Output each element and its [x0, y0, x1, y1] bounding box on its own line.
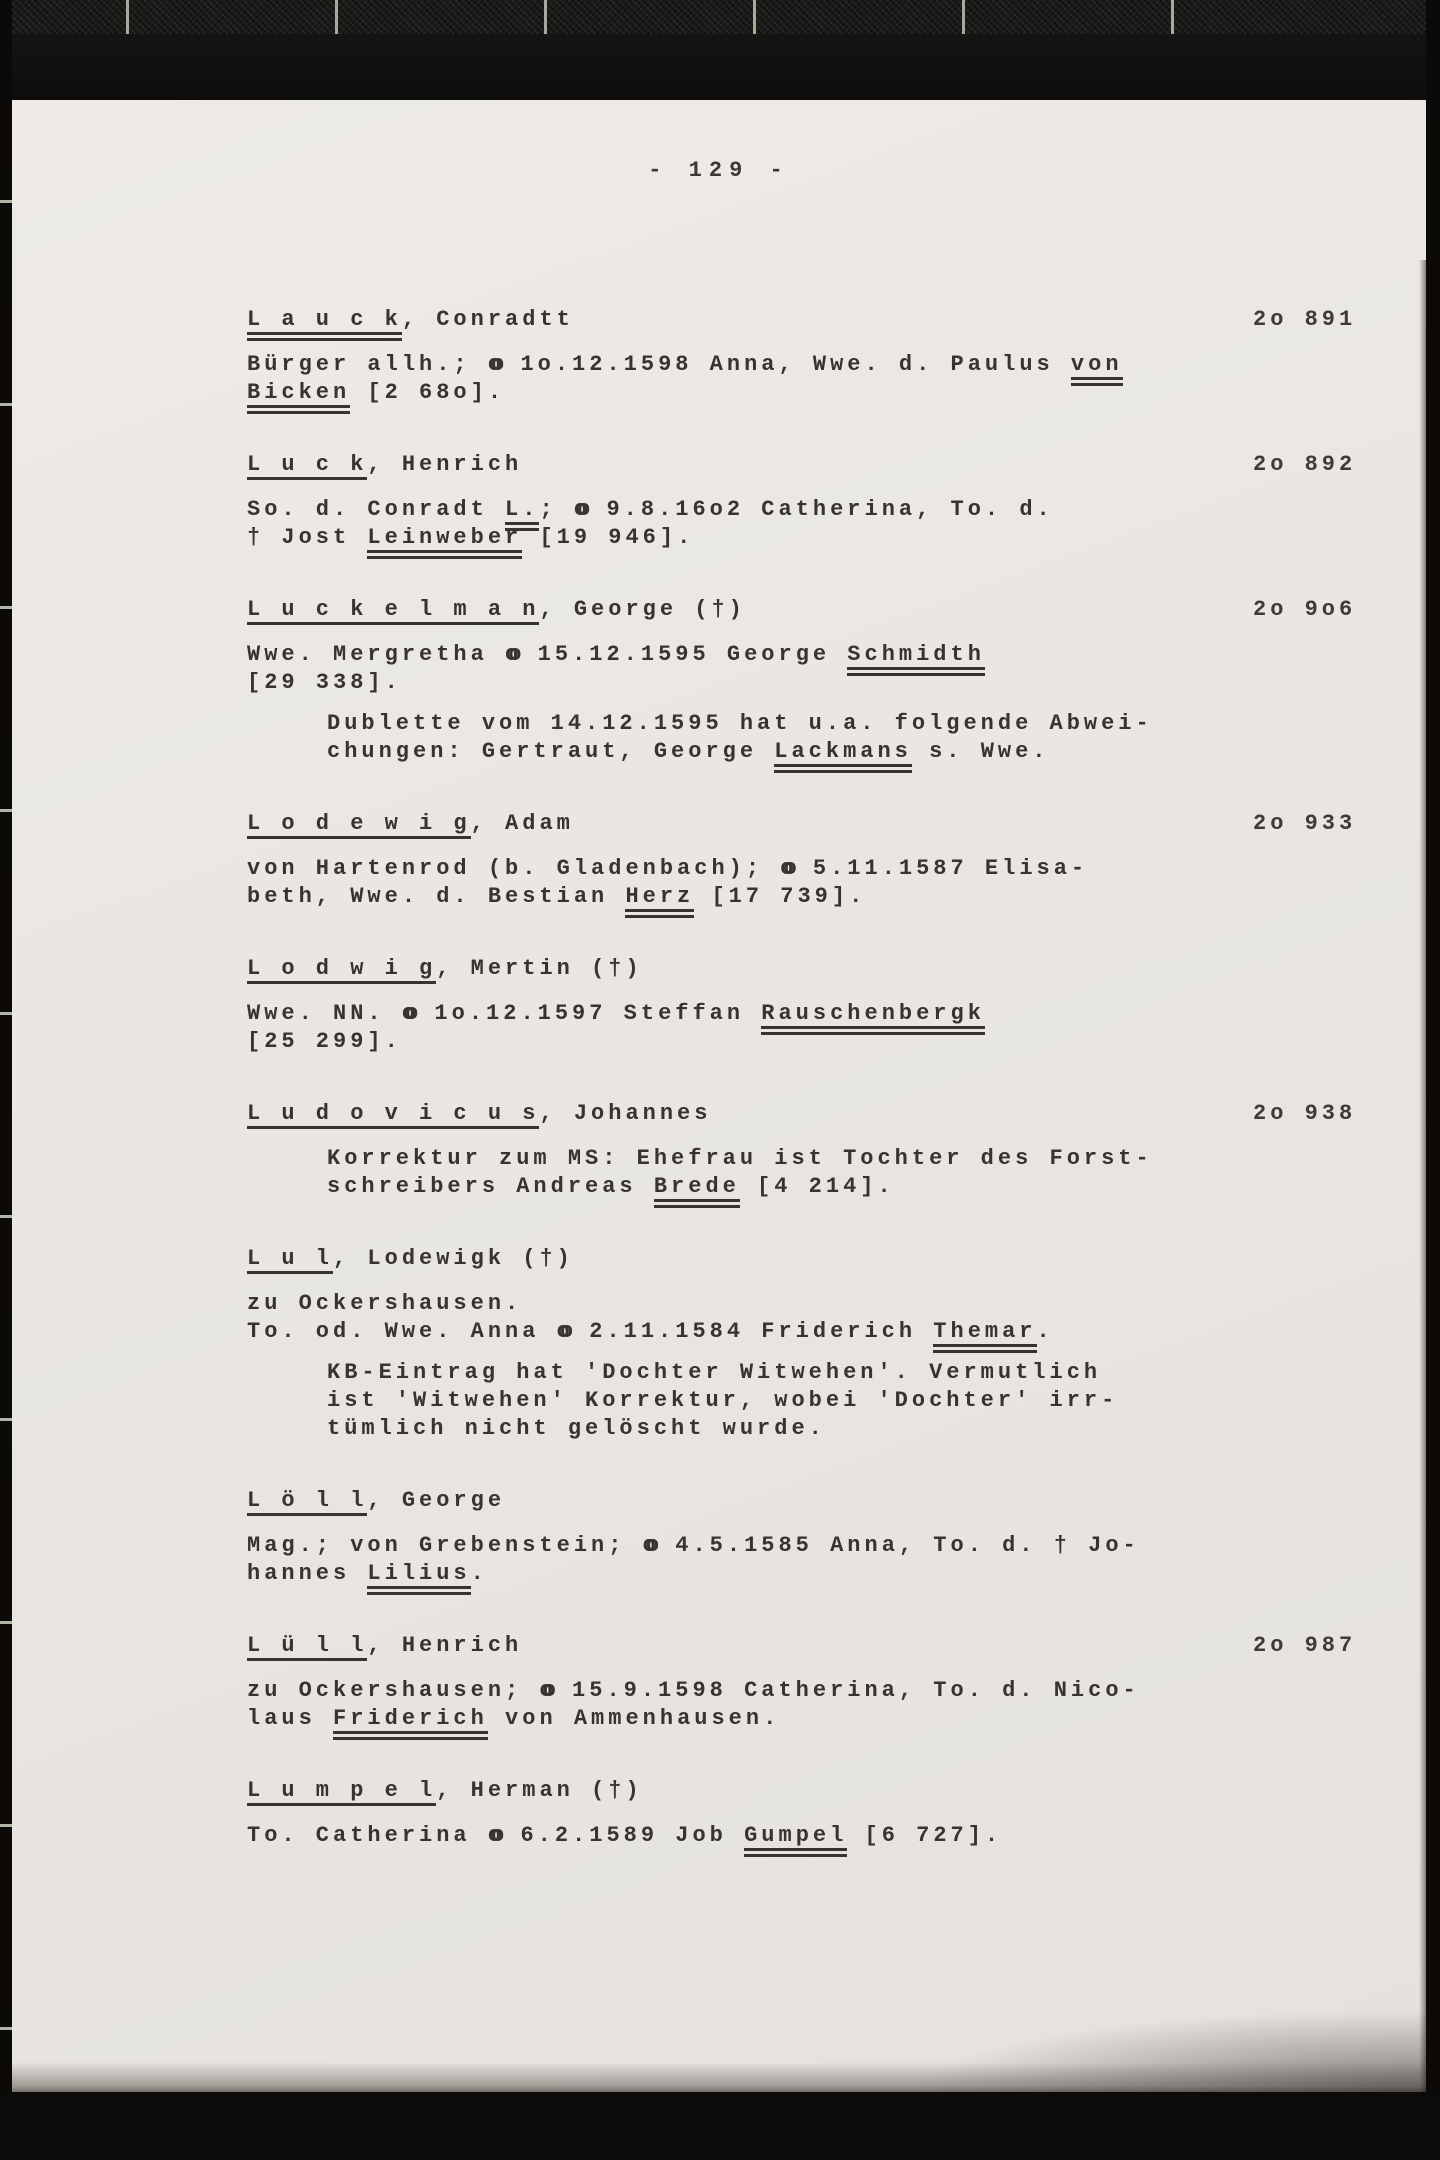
entry-heading — [247, 592, 1377, 628]
text-segment: von Hartenrod (b. Gladenbach); — [247, 856, 781, 881]
text-segment: [2 68o]. — [350, 380, 506, 405]
marriage-symbol: oo — [573, 497, 581, 522]
entry-given-names: , Henrich — [367, 452, 523, 477]
marriage-symbol: oo — [780, 856, 787, 881]
entry-heading — [247, 1773, 1377, 1809]
entry-surname: L o d e w i g — [247, 811, 471, 839]
text-segment: Korrektur zum MS: Ehefrau ist Tochter des Forst- — [327, 1146, 1153, 1171]
text-segment: schreibers Andreas — [327, 1174, 654, 1199]
underlined-name: Leinweber — [367, 525, 522, 559]
entry-given-names: , Conradtt — [401, 307, 574, 332]
entry-surname: L a u c k — [247, 307, 402, 341]
text-segment: So. d. Conradt — [247, 497, 506, 522]
register-entry — [247, 302, 1377, 407]
text-segment: Mag.; von Grebenstein; — [247, 1533, 643, 1558]
text-segment: Dublette vom 14.12.1595 hat u.a. folgende Abwei- — [327, 711, 1153, 736]
entry-reference-number: 2o 891 — [1253, 307, 1357, 332]
register-entry — [247, 806, 1377, 911]
entry-body-line — [247, 524, 1377, 552]
register-entry — [247, 1483, 1377, 1588]
entry-note-line — [327, 1145, 1377, 1173]
marriage-symbol: oo — [556, 1319, 564, 1344]
text-segment: ist 'Witwehen' Korrektur, wobei 'Dochter' irr- — [327, 1388, 1119, 1413]
text-segment: [19 946]. — [522, 525, 695, 550]
marriage-symbol: oo — [642, 1533, 650, 1558]
text-segment: KB-Eintrag hat 'Dochter Witwehen'. Vermutlich — [327, 1360, 1102, 1385]
underlined-name: Rauschenbergk — [761, 1001, 985, 1035]
text-segment: hannes — [247, 1561, 368, 1586]
text-segment: von Ammenhausen. — [487, 1706, 781, 1731]
film-edge-strip — [0, 0, 1440, 34]
page-number: - 129 - — [648, 158, 790, 183]
entry-body-line — [247, 1000, 1377, 1028]
register-entry — [247, 1773, 1377, 1850]
document-page — [12, 100, 1426, 2092]
page-bottom-shadow — [12, 2062, 1426, 2092]
text-segment: 5.11.1587 Elisa- — [795, 856, 1089, 881]
right-frame-edge — [1426, 0, 1440, 2160]
entry-body-line — [247, 641, 1377, 669]
entry-note-line — [327, 1173, 1377, 1201]
entry-given-names: , Adam — [470, 811, 574, 836]
entry-body-line — [247, 1318, 1377, 1346]
text-segment: ; — [539, 497, 574, 522]
entry-note-line — [327, 1415, 1377, 1443]
text-segment: † Jost — [247, 525, 368, 550]
entry-given-names: , George (†) — [539, 597, 746, 622]
text-segment: laus — [247, 1706, 334, 1731]
text-segment: [17 739]. — [694, 884, 867, 909]
page-right-edge-shadow — [1419, 260, 1426, 2092]
marriage-symbol: oo — [539, 1678, 546, 1703]
text-segment: s. Wwe. — [911, 739, 1050, 764]
underlined-name: Herz — [625, 884, 694, 918]
register-entry — [247, 1096, 1377, 1201]
text-segment: To. od. Wwe. Anna — [247, 1319, 557, 1344]
entry-reference-number: 2o 892 — [1253, 452, 1357, 477]
text-segment: . — [470, 1561, 488, 1586]
entry-heading — [247, 447, 1377, 483]
marriage-symbol: oo — [505, 642, 512, 667]
entry-heading — [247, 1628, 1377, 1664]
marriage-symbol: oo — [401, 1001, 409, 1026]
underlined-name: Friderich — [333, 1706, 488, 1740]
bottom-frame-edge — [0, 2092, 1440, 2160]
entry-note-line — [327, 710, 1377, 738]
text-segment: zu Ockershausen; — [247, 1678, 540, 1703]
text-segment: 15.9.1598 Catherina, To. d. Nico- — [554, 1678, 1140, 1703]
entry-body-line — [247, 496, 1377, 524]
entry-heading — [247, 302, 1377, 338]
text-segment: Wwe. NN. — [247, 1001, 402, 1026]
text-segment: chungen: Gertraut, George — [327, 739, 775, 764]
entry-reference-number: 2o 9o6 — [1253, 597, 1357, 622]
text-segment: beth, Wwe. d. Bestian — [247, 884, 626, 909]
register-entry — [247, 447, 1377, 552]
entry-note — [247, 1145, 1377, 1201]
text-segment: . — [1036, 1319, 1054, 1344]
entry-surname: L ü l l — [247, 1633, 367, 1661]
entry-heading — [247, 1096, 1377, 1132]
entry-body-line — [247, 351, 1377, 379]
entry-surname: L u c k — [247, 452, 367, 480]
entry-heading — [247, 951, 1377, 987]
entry-body-line — [247, 1532, 1377, 1560]
entry-surname: L u m p e l — [247, 1778, 436, 1806]
text-segment: 2.11.1584 Friderich — [572, 1319, 934, 1344]
entry-body-line — [247, 1705, 1377, 1733]
register-entry — [247, 1241, 1377, 1443]
entry-surname: L u c k e l m a n — [247, 597, 539, 625]
entry-body-line — [247, 669, 1377, 697]
left-ruler-edge — [0, 0, 12, 2160]
text-segment: [6 727]. — [847, 1823, 1003, 1848]
entry-heading — [247, 1483, 1377, 1519]
entry-given-names: , Henrich — [367, 1633, 523, 1658]
text-segment: [4 214]. — [739, 1174, 895, 1199]
text-segment: [29 338]. — [247, 670, 402, 695]
register-entry — [247, 1628, 1377, 1733]
entry-reference-number: 2o 938 — [1253, 1101, 1357, 1126]
underlined-name: Bicken — [247, 380, 350, 414]
text-segment: tümlich nicht gelöscht wurde. — [327, 1416, 826, 1441]
register-entry — [247, 951, 1377, 1056]
entry-list — [247, 302, 1377, 1890]
entry-heading — [247, 806, 1377, 842]
marriage-symbol: oo — [487, 352, 495, 377]
text-segment: 6.2.1589 Job — [503, 1823, 745, 1848]
text-segment: 4.5.1585 Anna, To. d. † Jo- — [658, 1533, 1140, 1558]
text-segment: To. Catherina — [247, 1823, 488, 1848]
text-segment: 1o.12.1598 Anna, Wwe. d. Paulus — [503, 352, 1071, 377]
underlined-name: Gumpel — [744, 1823, 847, 1857]
text-segment: 15.12.1595 George — [520, 642, 848, 667]
entry-reference-number: 2o 987 — [1253, 1633, 1357, 1658]
entry-given-names: , Herman (†) — [436, 1778, 643, 1803]
entry-heading — [247, 1241, 1377, 1277]
marriage-symbol: oo — [487, 1823, 495, 1848]
text-segment: Wwe. Mergretha — [247, 642, 506, 667]
entry-note-line — [327, 1359, 1377, 1387]
entry-surname: L u l — [247, 1246, 333, 1274]
entry-surname: L u d o v i c u s — [247, 1101, 539, 1129]
entry-note — [247, 1359, 1377, 1443]
underlined-name: Schmidth — [847, 642, 985, 676]
underlined-name: Lackmans — [774, 739, 912, 773]
entry-given-names: , George — [367, 1488, 506, 1513]
text-segment: zu Ockershausen. — [247, 1291, 523, 1316]
underlined-name: L. — [505, 497, 539, 531]
entry-note-line — [327, 1387, 1377, 1415]
scanner-top-band — [0, 34, 1440, 100]
entry-body-line — [247, 1822, 1377, 1850]
entry-body-line — [247, 1677, 1377, 1705]
text-segment: Bürger allh.; — [247, 352, 488, 377]
entry-given-names: , Mertin (†) — [436, 956, 643, 981]
underlined-name: von — [1071, 352, 1123, 386]
entry-given-names: , Johannes — [539, 1101, 712, 1126]
entry-surname: L ö l l — [247, 1488, 367, 1516]
underlined-name: Themar — [933, 1319, 1036, 1353]
register-entry — [247, 592, 1377, 766]
entry-note — [247, 710, 1377, 766]
entry-body-line — [247, 855, 1377, 883]
text-segment: 1o.12.1597 Steffan — [417, 1001, 762, 1026]
text-segment: 9.8.16o2 Catherina, To. d. — [589, 497, 1054, 522]
entry-surname: L o d w i g — [247, 956, 436, 984]
entry-given-names: , Lodewigk (†) — [333, 1246, 574, 1271]
entry-reference-number: 2o 933 — [1253, 811, 1357, 836]
entry-body-line — [247, 379, 1377, 407]
entry-note-line — [327, 738, 1377, 766]
underlined-name: Brede — [654, 1174, 740, 1208]
entry-body-line — [247, 1290, 1377, 1318]
entry-body-line — [247, 1560, 1377, 1588]
text-segment: [25 299]. — [247, 1029, 402, 1054]
underlined-name: Lilius — [367, 1561, 470, 1595]
entry-body-line — [247, 883, 1377, 911]
